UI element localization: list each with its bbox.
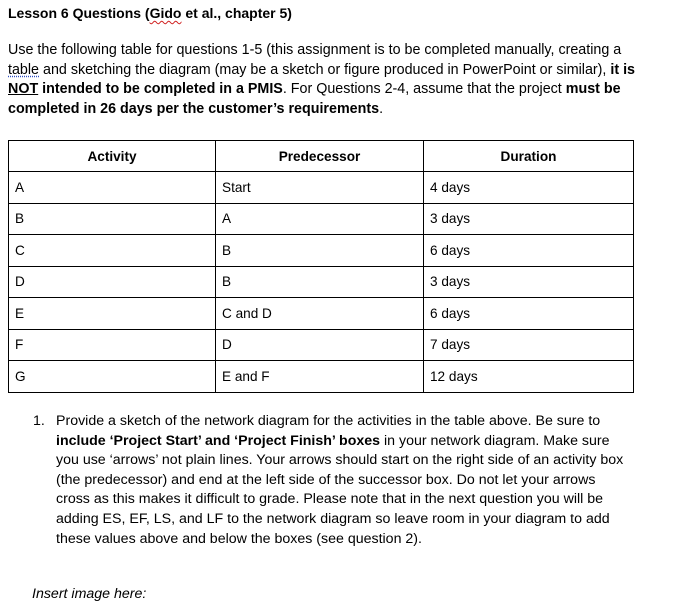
intro-text-6: intended to be completed in a PMIS [38, 81, 283, 98]
cell-duration: 7 days [424, 329, 634, 361]
question-1-text-2: include ‘Project Start’ and ‘Project Finish’ boxes [56, 432, 381, 449]
title-author: Gido [149, 5, 182, 21]
cell-duration: 3 days [424, 266, 634, 298]
question-1-text [56, 412, 633, 549]
table-header-row [9, 141, 634, 172]
page-title [8, 5, 292, 21]
intro-text-not: NOT [8, 81, 39, 98]
cell-predecessor: B [216, 266, 424, 298]
cell-duration: 12 days [424, 361, 634, 393]
table-row [9, 298, 634, 330]
cell-activity: D [9, 266, 216, 298]
title-suffix: et al., chapter 5) [181, 5, 292, 21]
cell-duration: 6 days [424, 298, 634, 330]
cell-activity: C [9, 235, 216, 267]
insert-image-label: Insert image here: [32, 586, 147, 602]
cell-predecessor: D [216, 329, 424, 361]
title-prefix: Lesson 6 Questions ( [8, 5, 150, 21]
cell-activity: F [9, 329, 216, 361]
cell-predecessor: B [216, 235, 424, 267]
cell-predecessor: Start [216, 172, 424, 204]
cell-duration: 4 days [424, 172, 634, 204]
intro-text-1: Use the following table for questions 1-5 (this assignment is to be completed manually, creating a [8, 42, 622, 58]
cell-activity: E [9, 298, 216, 330]
question-1 [33, 412, 633, 549]
intro-text-7: . For Questions 2-4, assume that the project [282, 81, 566, 98]
table-row [9, 235, 634, 267]
intro-paragraph [8, 41, 648, 120]
cell-duration: 3 days [424, 203, 634, 235]
header-activity: Activity [9, 141, 216, 172]
cell-activity: G [9, 361, 216, 393]
cell-predecessor: E and F [216, 361, 424, 393]
question-1-text-3: in your network diagram. Make sure you use ‘arrows’ not plain lines. Your arrows should start on the right side of an activity box (the predecessor) and end at the left side of the successor box. Do not let your arrows cross as this makes it difficult to grade. Please note that in the next question you will be adding ES, EF, LS, and LF to the network diagram so leave room in your diagram to add these values above and below the boxes (see question 2). [56, 432, 624, 547]
question-1-number: 1. [33, 413, 45, 429]
intro-text-4: it is [610, 61, 636, 78]
header-duration: Duration [424, 141, 634, 172]
cell-activity: B [9, 203, 216, 235]
intro-text-table: table [8, 61, 40, 78]
question-1-text-1: Provide a sketch of the network diagram for the activities in the table above. Be sure to [56, 413, 601, 429]
intro-text-3: and sketching the diagram (may be a sketch or figure produced in PowerPoint or similar), [39, 61, 611, 78]
cell-duration: 6 days [424, 235, 634, 267]
table-row [9, 203, 634, 235]
cell-predecessor: C and D [216, 298, 424, 330]
intro-text-8: must be completed in 26 days per the customer’s requirements [8, 81, 621, 118]
cell-activity: A [9, 172, 216, 204]
table-row [9, 361, 634, 393]
table-row [9, 266, 634, 298]
intro-text-9: . [379, 101, 384, 118]
table-row [9, 329, 634, 361]
header-predecessor: Predecessor [216, 141, 424, 172]
cell-predecessor: A [216, 203, 424, 235]
activity-table [8, 140, 634, 393]
table-row [9, 172, 634, 204]
